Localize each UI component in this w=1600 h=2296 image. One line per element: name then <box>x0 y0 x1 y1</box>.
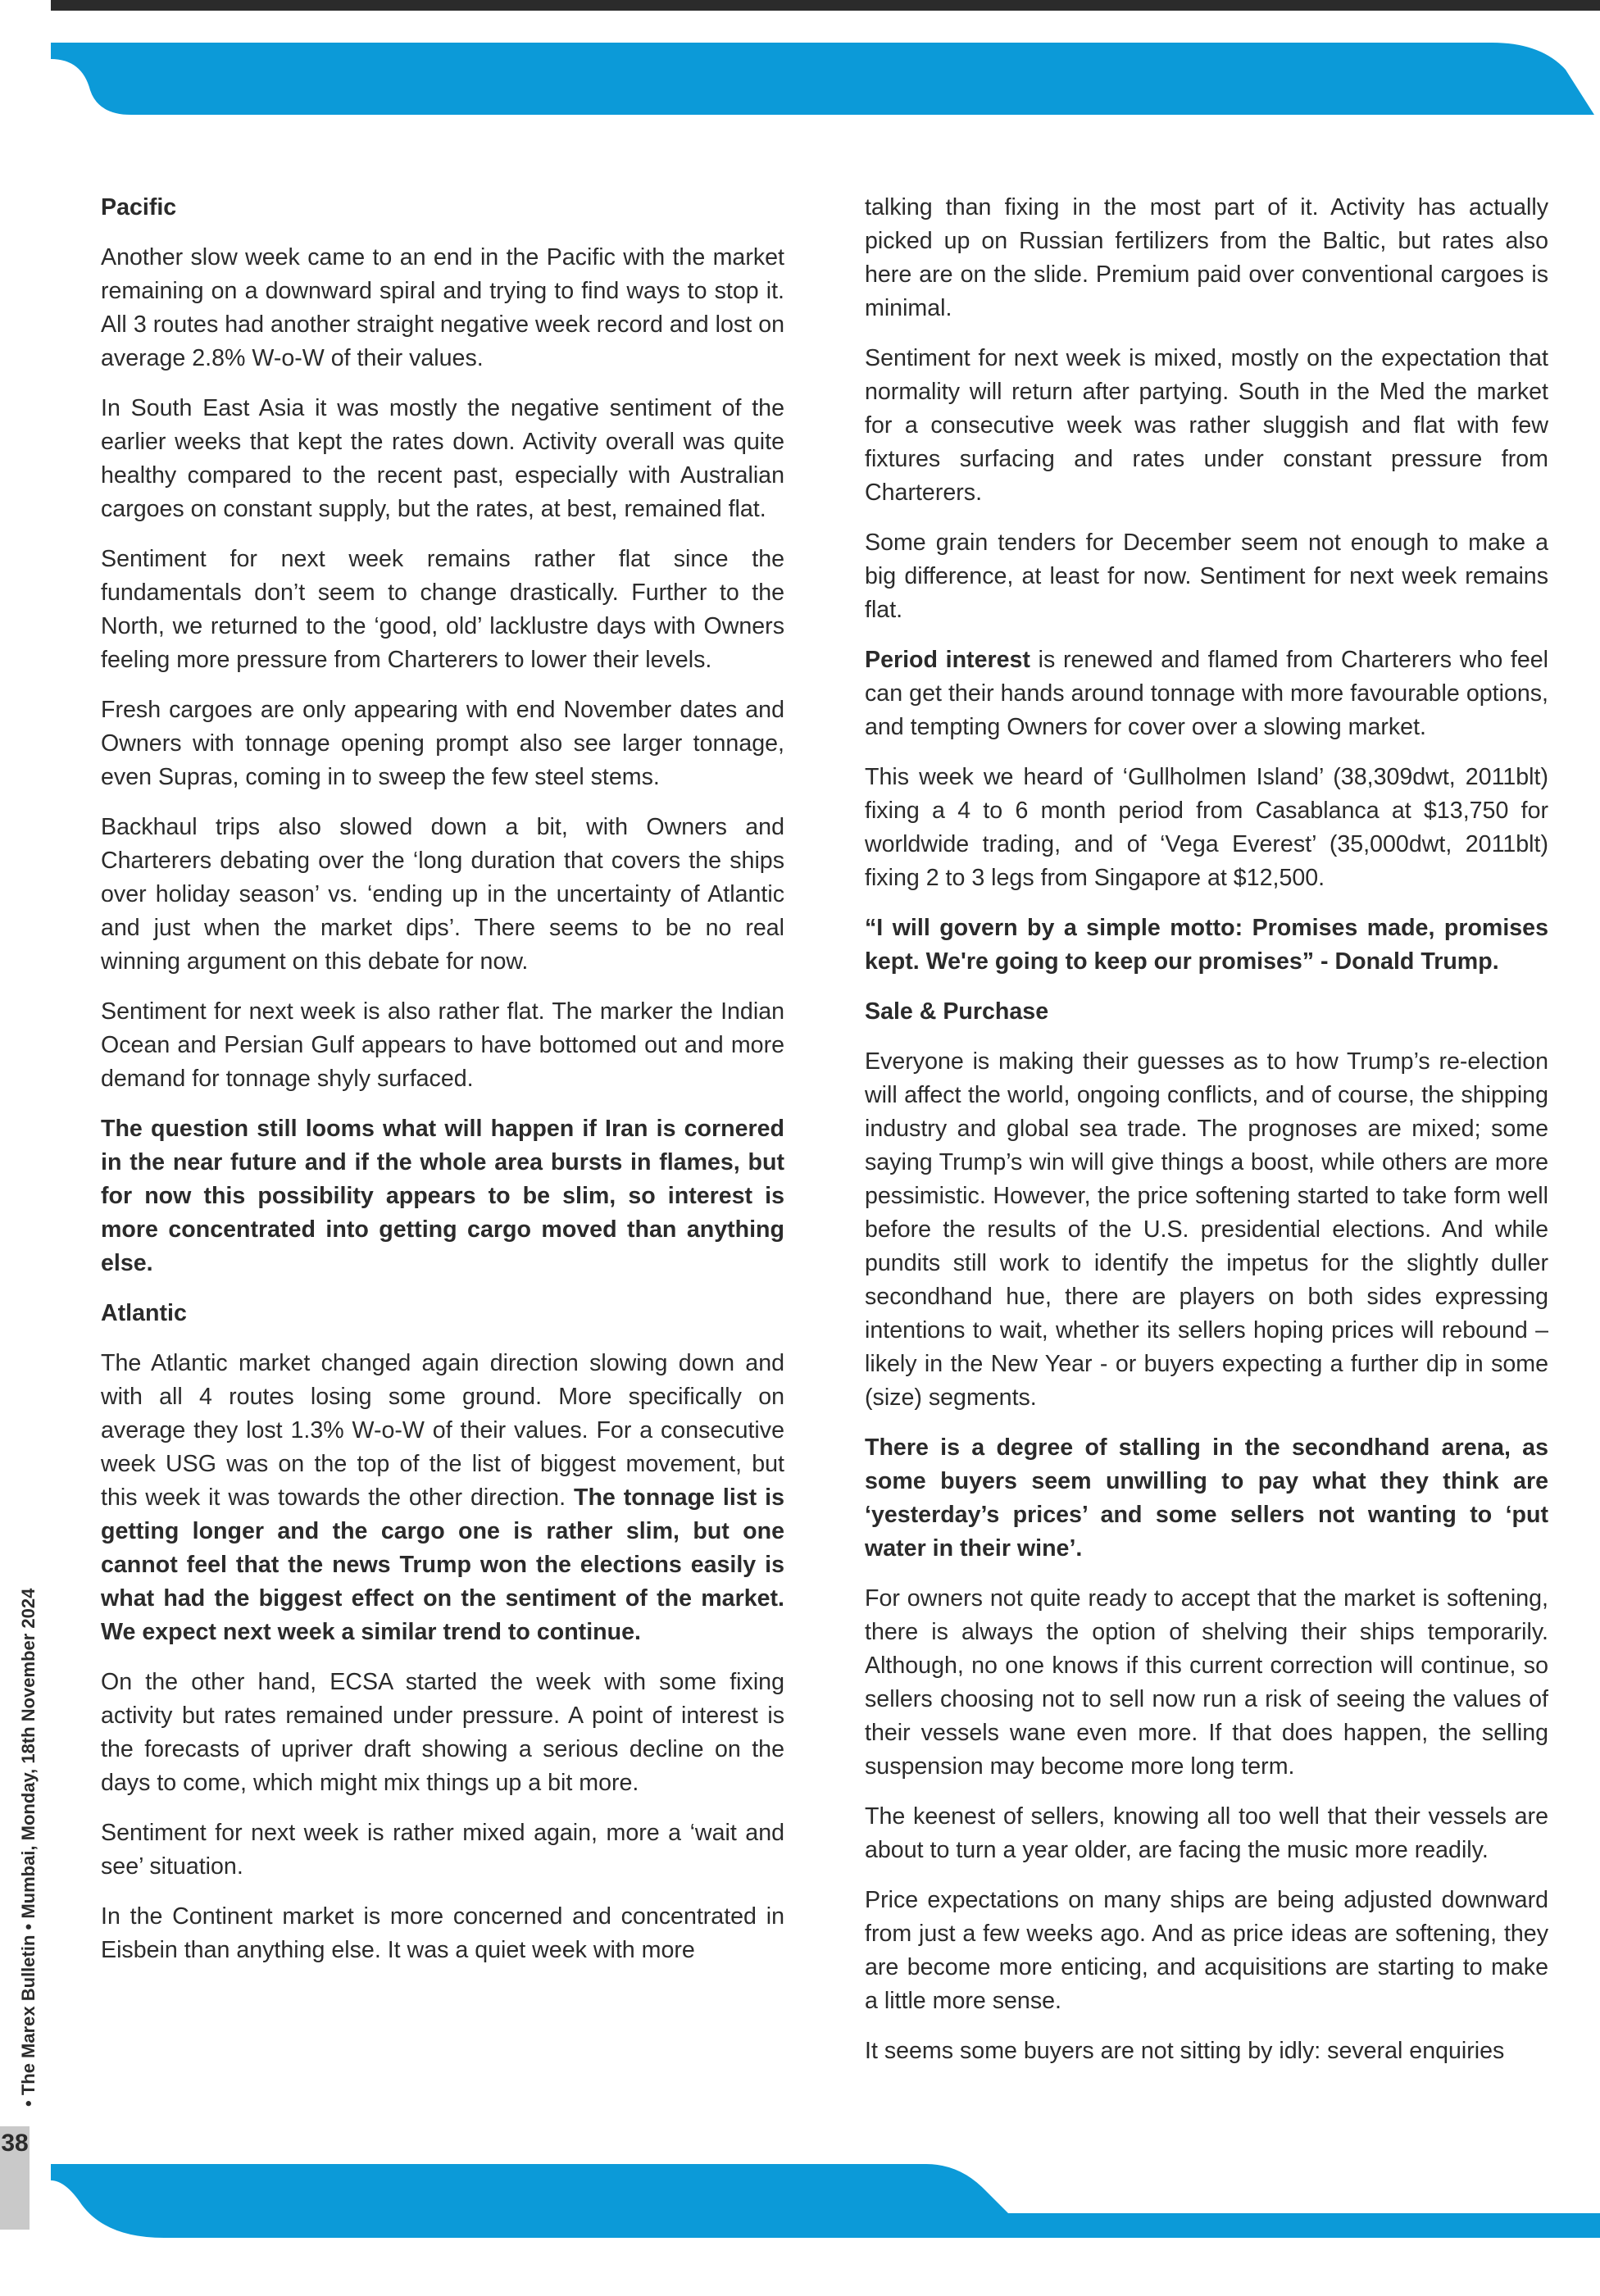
paragraph-period <box>865 643 1548 744</box>
paragraph: The keenest of sellers, knowing all too well that their vessels are about to turn a year older, are facing the music more readily. <box>865 1803 1548 1863</box>
page-number: 38 <box>1 2130 29 2157</box>
paragraph: Backhaul trips also slowed down a bit, with Owners and Charterers debating over the ‘long duration that covers the ships over holiday season’ vs. ‘ending up in the uncertainty of Atlantic and just when the market dips’. There seems to be no real winning argument on this debate for now. <box>101 814 784 975</box>
paragraph: Sentiment for next week is rather mixed again, more a ‘wait and see’ situation. <box>101 1820 784 1880</box>
bottom-blue-banner <box>51 2164 1600 2238</box>
paragraph: In South East Asia it was mostly the negative sentiment of the earlier weeks that kept the rates down. Activity overall was quite healthy compared to the recent past, especially with Australian cargoes on constant supply, but the rates, at best, remained flat. <box>101 395 784 522</box>
bold-paragraph: The question still looms what will happen if Iran is cornered in the near future and if the whole area bursts in flames, but for now this possibility appears to be slim, so interest is more concentrated into getting cargo moved than anything else. <box>101 1116 784 1276</box>
bold-text: Period interest <box>865 647 1030 673</box>
paragraph: Another slow week came to an end in the Pacific with the market remaining on a downward spiral and trying to find ways to stop it. All 3 routes had another straight negative week record and lost on average 2.8% W-o-W of their values. <box>101 244 784 371</box>
paragraph: Price expectations on many ships are being adjusted downward from just a few weeks ago. And as price ideas are softening, they are become more enticing, and acquisitions are starting to make a little more sense. <box>865 1887 1548 2014</box>
right-column <box>865 191 1548 2085</box>
paragraph: On the other hand, ECSA started the week with some fixing activity but rates remained under pressure. A point of interest is the forecasts of upriver draft showing a serious decline on the days to come, which might mix things up a bit more. <box>101 1669 784 1796</box>
paragraph: Sentiment for next week is also rather flat. The marker the Indian Ocean and Persian Gulf appears to have bottomed out and more demand for tonnage shyly surfaced. <box>101 998 784 1092</box>
paragraph: This week we heard of ‘Gullholmen Island’ (38,309dwt, 2011blt) fixing a 4 to 6 month period from Casablanca at $13,750 for worldwide trading, and of ‘Vega Everest’ (35,000dwt, 2011blt) fixing 2 to 3 legs from Singapore at $12,500. <box>865 764 1548 891</box>
paragraph: talking than fixing in the most part of it. Activity has actually picked up on Russian fertilizers from the Baltic, but rates also here are on the slide. Premium paid over conventional cargoes is minimal. <box>865 194 1548 321</box>
paragraph: Everyone is making their guesses as to how Trump’s re-election will affect the world, ongoing conflicts, and of course, the shipping industry and global sea trade. The prognoses are mixed; some saying Trump’s win will give things a boost, while others are more pessimistic. However, the price softening started to take form well before the results of the U.S. presidential elections. And while pundits still work to identify the impetus for the slightly duller secondhand hue, there are players on both sides expressing intentions to wait, whether its sellers hoping prices will rebound – likely in the New Year - or buyers expecting a further dip in some (size) segments. <box>865 1048 1548 1411</box>
heading-sale-purchase: Sale & Purchase <box>865 998 1049 1025</box>
paragraph-atlantic <box>101 1347 784 1649</box>
bold-paragraph: There is a degree of stalling in the secondhand arena, as some buyers seem unwilling to pay what they think are ‘yesterday’s prices’ and some sellers not wanting to ‘put water in their wine’. <box>865 1434 1548 1562</box>
paragraph-text: The Atlantic market changed again direction slowing down and with all 4 routes losing some ground. More specifically on average they lost 1.3% W-o-W of their values. For a consecutive week USG was on the top of the list of biggest movement, but this week it was towards the other direction. <box>101 1350 784 1511</box>
paragraph: Sentiment for next week remains rather flat since the fundamentals don’t seem to change drastically. Further to the North, we returned to the ‘good, old’ lacklustre days with Owners feeling more pressure from Charterers to lower their levels. <box>101 546 784 673</box>
running-footer: • The Marex Bulletin • Mumbai, Monday, 18th November 2024 <box>18 1588 39 2107</box>
paragraph: Fresh cargoes are only appearing with end November dates and Owners with tonnage opening prompt also see larger tonnage, even Supras, coming in to sweep the few steel stems. <box>101 697 784 790</box>
top-blue-banner <box>51 43 1594 115</box>
quote: “I will govern by a simple motto: Promises made, promises kept. We're going to keep our promises” - Donald Trump. <box>865 915 1548 975</box>
heading-pacific: Pacific <box>101 194 177 221</box>
paragraph: Sentiment for next week is mixed, mostly on the expectation that normality will return after partying. South in the Med the market for a consecutive week was rather sluggish and flat with few fixtures surfacing and rates under constant pressure from Charterers. <box>865 345 1548 506</box>
paragraph: In the Continent market is more concerned and concentrated in Eisbein than anything else. It was a quiet week with more <box>101 1903 784 1963</box>
heading-atlantic: Atlantic <box>101 1300 187 1326</box>
paragraph: It seems some buyers are not sitting by idly: several enquiries <box>865 2038 1505 2064</box>
left-column <box>101 191 784 1984</box>
bold-text: The tonnage list is getting longer and the cargo one is rather slim, but one cannot feel that the news Trump won the elections easily is what had the biggest effect on the sentiment of the market. We expect next week a similar trend to continue. <box>101 1484 784 1645</box>
paragraph: Some grain tenders for December seem not enough to make a big difference, at least for now. Sentiment for next week remains flat. <box>865 530 1548 623</box>
paragraph: For owners not quite ready to accept that the market is softening, there is always the option of shelving their ships temporarily. Although, no one knows if this current correction will continue, so sellers choosing not to sell now run a risk of seeing the values of their vessels wane even more. If that does happen, the selling suspension may become more long term. <box>865 1585 1548 1780</box>
paragraph-text: is renewed and flamed from Charterers who feel can get their hands around tonnage with more favourable options, and tempting Owners for cover over a slowing market. <box>865 647 1549 740</box>
